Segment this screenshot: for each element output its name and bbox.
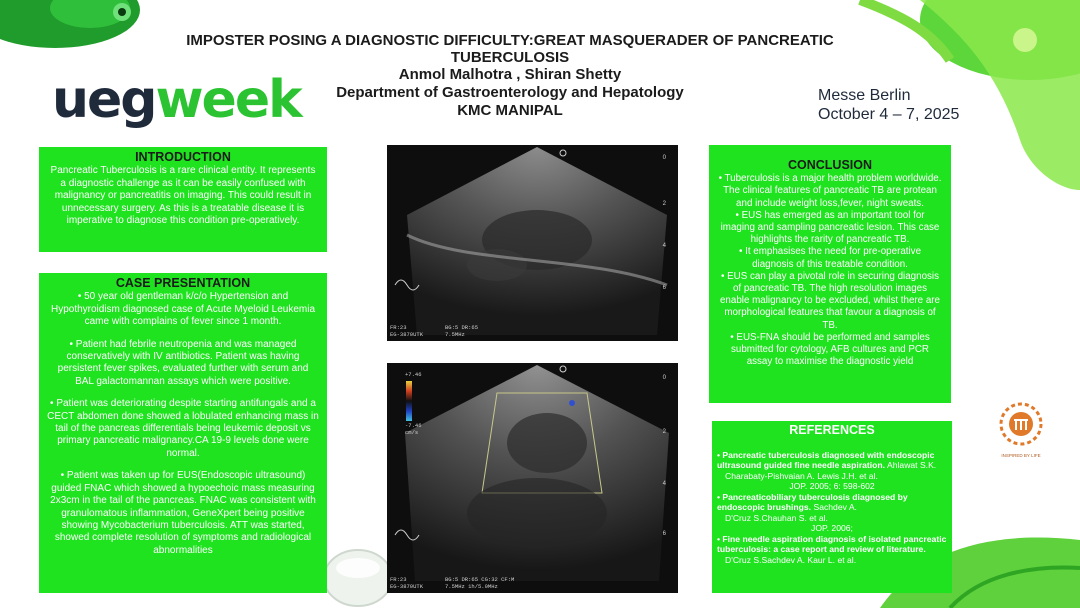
reference-2-journal: JOP. 2006;: [811, 523, 853, 533]
case-paragraph-1: • 50 year old gentleman k/c/o Hypertension and Hypothyroidism diagnosed case of Acute Myeloid Leukemia came with complains of fever since 1 month.: [50, 291, 316, 328]
depth-scale-6: 6: [662, 531, 666, 537]
authors: Anmol Malhotra , Shiran Shetty: [398, 66, 622, 83]
depth-scale-2: 2: [662, 429, 666, 435]
venue-dates: October 4 – 7, 2025: [818, 106, 960, 123]
eus-2-meta-left: [390, 577, 423, 590]
poster-title-line2: TUBERCULOSIS: [450, 49, 570, 66]
case-paragraph-3: • Patient was deteriorating despite starting antifungals and a CECT abdomen done showed a lobulated enhancing mass in tail of the pancreas differentials being leukemic deposit vs primary pancreatic malignancy.CA 19-9 levels done were normal.: [47, 398, 319, 459]
eus-image-1: [387, 145, 678, 341]
manipal-emblem-icon: [988, 398, 1054, 448]
ueg-week-logo: [52, 70, 301, 130]
eus-2-scope-model: EG-3870UTK: [390, 582, 424, 590]
reference-1-author: Ahlawat S.K.: [885, 460, 937, 470]
reference-1-authors: Charabaty-Pishvaian A. Lewis J.H. et al.: [725, 470, 878, 481]
manipal-tagline: INSPIRED BY LIFE: [1001, 453, 1041, 458]
depth-scale-6: 6: [662, 285, 666, 291]
reference-2-title: • Pancreaticobiliary tuberculosis diagnosed by endoscopic brushings.: [717, 491, 908, 512]
conclusion-paragraph-5: • EUS-FNA should be performed and samples submitted for cytology, AFB cultures and PCR assay to maximise the diagnostic yield: [730, 331, 930, 368]
reference-1: [717, 450, 947, 471]
eus-scan-2-graphic: [387, 363, 678, 593]
reference-1-title: • Pancreatic tuberculosis diagnosed with endoscopic ultrasound guided fine needle aspiration.: [717, 449, 935, 470]
poster-title-line1: IMPOSTER POSING A DIAGNOSTIC DIFFICULTY:GREAT MASQUERADER OF PANCREATIC: [186, 32, 834, 49]
eus-1-meta-left: [390, 325, 423, 338]
eus-1-gain-settings: BG:5 DR:65: [445, 324, 479, 331]
conclusion-paragraph-1: • Tuberculosis is a major health problem worldwide. The clinical features of pancreatic TB are protean and include weight loss,fever, night sweats.: [718, 173, 942, 209]
reference-1-journal: JOP. 2005; 6: 598-602: [789, 481, 875, 491]
conclusion-paragraph-2: • EUS has emerged as an important tool for imaging and sampling pancreatic lesion. This case highlights the rarity of pancreatic TB.: [720, 209, 940, 246]
depth-scale-0: 0: [662, 375, 666, 381]
references-heading: REFERENCES: [789, 423, 875, 437]
eus-1-meta-center: [445, 325, 478, 338]
depth-scale-4: 4: [662, 481, 666, 487]
department: Department of Gastroenterology and Hepatology: [336, 84, 684, 101]
introduction-panel: [39, 147, 327, 252]
case-presentation-panel: [39, 273, 327, 593]
eus-2-gain-settings: BG:5 DR:65 CG:32 CF:M: [445, 576, 515, 583]
reference-2: [717, 492, 947, 513]
glass-bowl-decoration: [318, 528, 398, 608]
references-panel: [712, 421, 952, 593]
depth-scale-2: 2: [662, 201, 666, 207]
conclusion-paragraph-4: • EUS can play a pivotal role in securing diagnosis of pancreatic TB. The high resolution images enable malignancy to be excluded, whilst there are morphological features that favour a diagnosis of TB.: [719, 270, 941, 331]
logo-ueg-text: ueg: [52, 70, 156, 130]
eus-2-frequency: 7.5MHz 1h/5.0MHz: [445, 582, 498, 590]
logo-week-text: week: [155, 70, 301, 130]
eus-2-meta-center: [445, 577, 514, 590]
manipal-logo: [988, 398, 1054, 460]
reference-3: [717, 534, 947, 555]
eus-1-frequency: 7.5MHz: [445, 330, 465, 338]
venue-info: [818, 86, 959, 124]
color-bar-bottom-value: -7.46: [405, 422, 422, 429]
eus-scan-1-graphic: [387, 145, 678, 341]
reference-3-authors: D'Cruz S.Sachdev A. Kaur L. et al.: [725, 554, 857, 565]
depth-scale-0: 0: [662, 155, 666, 161]
eus-2-frame-rate: FR:23: [390, 576, 407, 583]
color-doppler-bar: [406, 381, 412, 421]
introduction-text: Pancreatic Tuberculosis is a rare clinical entity. It represents a diagnostic challenge as it can be easily confused with malignancy or pancreatitis on imaging. This could result in unnecessary surgery. As this is a treatable disease it is imperative to diagnose this condition pre-operatively.: [50, 165, 316, 227]
conclusion-paragraph-3: • It emphasises the need for pre-operative diagnosis of this treatable condition.: [738, 246, 922, 270]
case-paragraph-2: • Patient had febrile neutropenia and was managed conservatively with IV antibiotics. Patient was having persistent fever spikes, evaluated further with serum and BAL galactomannan assays which were positive.: [57, 338, 309, 387]
reference-2-author: Sachdev A.: [811, 502, 857, 512]
eus-1-frame-rate: FR:23: [390, 324, 407, 331]
eus-image-2: [387, 363, 678, 593]
case-presentation-heading: CASE PRESENTATION: [115, 276, 251, 290]
institution: KMC MANIPAL: [457, 102, 563, 119]
case-paragraph-4: • Patient was taken up for EUS(Endoscopic ultrasound) guided FNAC which showed a hypoechoic mass measuring 2x3cm in the tail of the pancreas. FNAC was consistent with granulomatous inflammation, GeneXpert being positive showing Mycobacterium tuberculosis. ATT was started, showed complete resolution of symptoms and radiological abnormalities: [50, 470, 316, 556]
reference-3-title: • Fine needle aspiration diagnosis of isolated pancreatic tuberculosis: a case report and review of literature.: [717, 533, 947, 554]
depth-scale-4: 4: [662, 243, 666, 249]
reference-2-authors: D'Cruz S.Chauhan S. et al.: [725, 512, 828, 523]
venue-location: Messe Berlin: [818, 87, 911, 104]
introduction-heading: INTRODUCTION: [135, 150, 231, 164]
chameleon-top-left-decoration: [0, 0, 140, 70]
eus-1-scope-model: EG-3870UTK: [390, 330, 424, 338]
conclusion-panel: [709, 145, 951, 403]
color-bar-unit: cm/s: [405, 429, 419, 436]
conclusion-heading: CONCLUSION: [787, 158, 873, 172]
color-bar-top-value: +7.46: [405, 371, 422, 378]
